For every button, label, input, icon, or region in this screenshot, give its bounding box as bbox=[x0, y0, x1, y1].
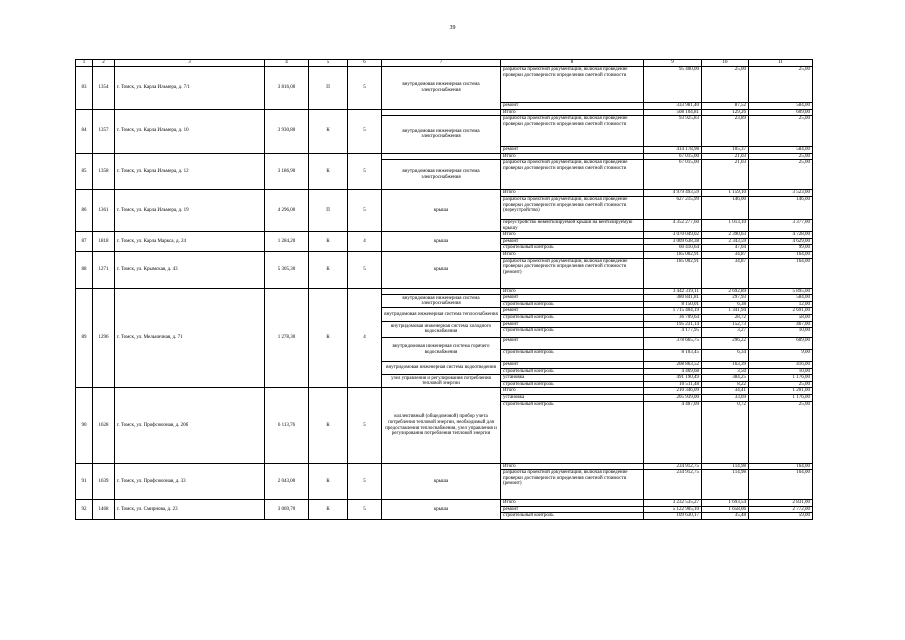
row-number-cell: 92 bbox=[76, 500, 93, 520]
max-unit-cost-cell: 164,00 bbox=[749, 258, 813, 288]
unit-cost-cell: 1 658,06 bbox=[702, 506, 749, 513]
work-type-cell: установка bbox=[501, 375, 644, 382]
category-cell: 5 bbox=[348, 109, 382, 153]
max-unit-cost-cell: 584,00 bbox=[749, 103, 813, 110]
work-type-cell: ремонт bbox=[501, 308, 644, 315]
cost-cell: 1 715 404,19 bbox=[644, 308, 702, 315]
cost-cell: 185 002,91 bbox=[644, 251, 702, 258]
cost-cell: 4 352 277,60 bbox=[644, 219, 702, 231]
max-unit-cost-cell: 1 201,00 bbox=[749, 388, 813, 395]
work-type-cell: ремонт bbox=[501, 147, 644, 154]
max-unit-cost-cell: 12,00 bbox=[749, 301, 813, 308]
category-cell: 5 bbox=[348, 153, 382, 190]
row-number-cell: 90 bbox=[76, 388, 93, 463]
max-unit-cost-cell: 4 629,00 bbox=[749, 238, 813, 245]
address-cell: г. Томск, ул. Карла Ильмера, д. 19 bbox=[115, 190, 265, 232]
max-unit-cost-cell: 164,00 bbox=[749, 251, 813, 258]
address-cell: г. Томск, ул. Карла Ильмера, д. 7/1 bbox=[115, 67, 265, 110]
table-row bbox=[76, 67, 813, 103]
work-type-cell: разработка проектной документации, включая проведение проверки достоверности определения сметной стоимости bbox=[501, 67, 644, 103]
max-unit-cost-cell: 3 523,00 bbox=[749, 190, 813, 197]
row-number-cell: 91 bbox=[76, 463, 93, 500]
work-type-cell: ремонт bbox=[501, 238, 644, 245]
house-id-cell: 1354 bbox=[93, 67, 115, 110]
unit-cost-cell: 34,87 bbox=[702, 251, 749, 258]
unit-cost-cell: 21,03 bbox=[702, 153, 749, 160]
category-cell: 5 bbox=[348, 463, 382, 500]
max-unit-cost-cell: 10,00 bbox=[749, 328, 813, 338]
cost-cell: 195 231,14 bbox=[644, 321, 702, 328]
house-id-cell: 1357 bbox=[93, 109, 115, 153]
cost-cell: 234 912,75 bbox=[644, 470, 702, 500]
cost-cell: 4 407,09 bbox=[644, 401, 702, 463]
table-row bbox=[76, 500, 813, 507]
max-unit-cost-cell: 584,00 bbox=[749, 295, 813, 302]
category-cell: 5 bbox=[348, 190, 382, 232]
work-type-cell: Итого bbox=[501, 153, 644, 160]
unit-cost-cell: 1 013,10 bbox=[702, 219, 749, 231]
header-cell: 10 bbox=[702, 60, 749, 67]
work-type-cell: строительный контроль bbox=[501, 301, 644, 308]
system-cell: узел управления и регулирования потребления тепловой энергии bbox=[382, 375, 501, 388]
area-cell: 2 043,00 bbox=[265, 463, 309, 500]
header-cell: 6 bbox=[348, 60, 382, 67]
work-type-cell: Итого bbox=[501, 500, 644, 507]
row-number-cell: 89 bbox=[76, 288, 93, 388]
max-unit-cost-cell: 59,00 bbox=[749, 513, 813, 520]
unit-cost-cell: 3,50 bbox=[702, 368, 749, 375]
max-unit-cost-cell: 1 176,00 bbox=[749, 395, 813, 402]
category-cell: 4 bbox=[348, 288, 382, 388]
unit-cost-cell: 3,27 bbox=[702, 328, 749, 338]
unit-cost-cell: 129,26 bbox=[702, 109, 749, 116]
system-cell bbox=[382, 153, 501, 160]
work-type-cell: Итого bbox=[501, 190, 644, 197]
house-id-cell: 1818 bbox=[93, 232, 115, 252]
system-cell: крыша bbox=[382, 500, 501, 520]
house-type-cell: К bbox=[309, 388, 348, 463]
unit-cost-cell: 47,04 bbox=[702, 245, 749, 252]
area-cell: 4 296,00 bbox=[265, 190, 309, 232]
max-unit-cost-cell: 10,00 bbox=[749, 368, 813, 375]
work-type-cell: ремонт bbox=[501, 321, 644, 328]
max-unit-cost-cell: 4 728,00 bbox=[749, 232, 813, 239]
work-type-cell: разработка проектной документации, включая проведение проверки достоверности определения сметной стоимости bbox=[501, 160, 644, 190]
unit-cost-cell: 297,93 bbox=[702, 295, 749, 302]
max-unit-cost-cell: 164,00 bbox=[749, 463, 813, 470]
work-type-cell: строительный контроль bbox=[501, 328, 644, 338]
work-type-cell: Итого bbox=[501, 388, 644, 395]
max-unit-cost-cell: 25,00 bbox=[749, 116, 813, 147]
cost-cell: 8 150,01 bbox=[644, 301, 702, 308]
max-unit-cost-cell: 146,00 bbox=[749, 196, 813, 219]
area-cell: 6 113,76 bbox=[265, 388, 309, 463]
system-cell bbox=[382, 288, 501, 295]
max-unit-cost-cell: 164,00 bbox=[749, 470, 813, 500]
table-row bbox=[76, 109, 813, 116]
max-unit-cost-cell: 25,00 bbox=[749, 401, 813, 463]
house-type-cell: К bbox=[309, 109, 348, 153]
work-type-cell: Итого bbox=[501, 251, 644, 258]
unit-cost-cell: 28,72 bbox=[702, 314, 749, 321]
max-unit-cost-cell: 5 895,00 bbox=[749, 288, 813, 295]
work-type-cell: Итого bbox=[501, 232, 644, 239]
category-cell: 5 bbox=[348, 251, 382, 288]
cost-cell: 234 912,75 bbox=[644, 463, 702, 470]
work-type-cell: строительный контроль bbox=[501, 381, 644, 388]
work-type-cell: ремонт bbox=[501, 103, 644, 110]
unit-cost-cell: 1 159,10 bbox=[702, 190, 749, 197]
unit-cost-cell: 23,89 bbox=[702, 116, 749, 147]
max-unit-cost-cell: 2 691,00 bbox=[749, 308, 813, 315]
cost-cell: 60 410,64 bbox=[644, 245, 702, 252]
header-cell: 4 bbox=[265, 60, 309, 67]
system-cell: крыша bbox=[382, 251, 501, 288]
unit-cost-cell: 6,38 bbox=[702, 301, 749, 308]
category-cell: 5 bbox=[348, 500, 382, 520]
work-type-cell: разработка проектной документации, включая проведение проверки достоверности определения сметной стоимости bbox=[501, 116, 644, 147]
page-number: 39 bbox=[449, 25, 456, 31]
work-type-cell: строительный контроль bbox=[501, 314, 644, 321]
unit-cost-cell: 35,48 bbox=[702, 513, 749, 520]
max-unit-cost-cell: 25,00 bbox=[749, 153, 813, 160]
cost-cell: 210 346,09 bbox=[644, 388, 702, 395]
table-row bbox=[76, 153, 813, 160]
house-id-cell: 1358 bbox=[93, 153, 115, 190]
house-type-cell: К bbox=[309, 463, 348, 500]
unit-cost-cell: 1 341,94 bbox=[702, 308, 749, 315]
table-row bbox=[76, 232, 813, 239]
max-unit-cost-cell: 2 831,00 bbox=[749, 500, 813, 507]
work-type-cell: Итого bbox=[501, 109, 644, 116]
house-id-cell: 1296 bbox=[93, 288, 115, 388]
table-row bbox=[76, 388, 813, 395]
header-cell: 11 bbox=[749, 60, 813, 67]
area-cell: 1 278,30 bbox=[265, 288, 309, 388]
system-cell: крыша bbox=[382, 190, 501, 232]
cost-cell: 8 103,45 bbox=[644, 350, 702, 362]
unit-cost-cell: 6,34 bbox=[702, 350, 749, 362]
unit-cost-cell: 2 390,63 bbox=[702, 232, 749, 239]
max-unit-cost-cell: 99,00 bbox=[749, 245, 813, 252]
table-row bbox=[76, 288, 813, 295]
header-cell: 7 bbox=[382, 60, 501, 67]
work-type-cell: Итого bbox=[501, 288, 644, 295]
cost-cell: 414 178,98 bbox=[644, 147, 702, 154]
area-cell: 3 186,90 bbox=[265, 153, 309, 190]
unit-cost-cell: 0,72 bbox=[702, 401, 749, 463]
unit-cost-cell: 163,39 bbox=[702, 362, 749, 369]
address-cell: г. Томск, ул. Мельничная, д. 71 bbox=[115, 288, 265, 388]
house-type-cell: К bbox=[309, 232, 348, 252]
cost-cell: 3 442 319,11 bbox=[644, 288, 702, 295]
system-cell: внутридомовая инженерная система электроснабжения bbox=[382, 67, 501, 110]
header-cell: 3 bbox=[115, 60, 265, 67]
address-cell: г. Томск, ул. Крымская, д. 43 bbox=[115, 251, 265, 288]
max-unit-cost-cell: 1 176,00 bbox=[749, 375, 813, 382]
max-unit-cost-cell: 25,00 bbox=[749, 67, 813, 103]
work-type-cell: Итого bbox=[501, 463, 644, 470]
max-unit-cost-cell: 58,00 bbox=[749, 314, 813, 321]
work-type-cell: ремонт bbox=[501, 506, 644, 513]
cost-cell: 4 979 493,59 bbox=[644, 190, 702, 197]
work-type-cell: ремонт bbox=[501, 362, 644, 369]
system-cell: внутридомовая инженерная система горячего водоснабжения bbox=[382, 338, 501, 362]
system-cell: внутридомовая инженерная система водоотведения bbox=[382, 362, 501, 375]
row-number-cell: 86 bbox=[76, 190, 93, 232]
cost-cell: 508 104,81 bbox=[644, 109, 702, 116]
row-number-cell: 87 bbox=[76, 232, 93, 252]
max-unit-cost-cell: 2 772,00 bbox=[749, 506, 813, 513]
unit-cost-cell: 34,87 bbox=[702, 258, 749, 288]
cost-cell: 10 511,48 bbox=[644, 381, 702, 388]
system-cell: внутридомовая инженерная система электроснабжения bbox=[382, 295, 501, 308]
header-cell: 1 bbox=[76, 60, 93, 67]
category-cell: 5 bbox=[348, 67, 382, 110]
unit-cost-cell: 34,41 bbox=[702, 388, 749, 395]
work-type-cell: ремонт bbox=[501, 338, 644, 350]
cost-cell: 380 841,81 bbox=[644, 295, 702, 302]
work-type-cell: строительный контроль bbox=[501, 350, 644, 362]
max-unit-cost-cell: 25,00 bbox=[749, 160, 813, 190]
row-number-cell: 83 bbox=[76, 67, 93, 110]
category-cell: 4 bbox=[348, 232, 382, 252]
house-id-cell: 1468 bbox=[93, 500, 115, 520]
system-cell: внутридомовая инженерная система электроснабжения bbox=[382, 160, 501, 190]
cost-cell: 627 215,99 bbox=[644, 196, 702, 219]
area-cell: 3 069,70 bbox=[265, 500, 309, 520]
house-id-cell: 1628 bbox=[93, 388, 115, 463]
area-cell: 1 284,20 bbox=[265, 232, 309, 252]
cost-cell: 491 190,49 bbox=[644, 375, 702, 382]
unit-cost-cell: 2 343,59 bbox=[702, 238, 749, 245]
house-id-cell: 1639 bbox=[93, 463, 115, 500]
address-cell: г. Томск, ул. Профсоюзная, д. 33 bbox=[115, 463, 265, 500]
unit-cost-cell: 152,73 bbox=[702, 321, 749, 328]
table-body bbox=[76, 60, 813, 520]
area-cell: 3 930,80 bbox=[265, 109, 309, 153]
area-cell: 3 816,00 bbox=[265, 67, 309, 110]
cost-cell: 333 981,40 bbox=[644, 103, 702, 110]
system-cell: крыша bbox=[382, 463, 501, 500]
cost-cell: 205 939,00 bbox=[644, 395, 702, 402]
cost-cell: 4 469,68 bbox=[644, 368, 702, 375]
table-row bbox=[76, 190, 813, 197]
unit-cost-cell: 8,22 bbox=[702, 381, 749, 388]
unit-cost-cell: 296,22 bbox=[702, 338, 749, 350]
unit-cost-cell: 2 692,89 bbox=[702, 288, 749, 295]
cost-cell: 378 665,75 bbox=[644, 338, 702, 350]
work-type-cell: разработка проектной документации, включая проведение проверки достоверности определения сметной стоимости (ремонт) bbox=[501, 258, 644, 288]
address-cell: г. Томск, ул. Карла Ильмера, д. 10 bbox=[115, 109, 265, 153]
max-unit-cost-cell: 25,00 bbox=[749, 381, 813, 388]
unit-cost-cell: 1 693,54 bbox=[702, 500, 749, 507]
unit-cost-cell: 146,00 bbox=[702, 196, 749, 219]
work-type-cell: строительный контроль bbox=[501, 401, 644, 463]
house-id-cell: 1361 bbox=[93, 190, 115, 232]
system-cell: внутридомовая инженерная система холодного водоснабжения bbox=[382, 321, 501, 338]
area-cell: 5 305,30 bbox=[265, 251, 309, 288]
cost-cell: 3 070 049,02 bbox=[644, 232, 702, 239]
address-cell: г. Томск, ул. Карла Ильмера, д. 12 bbox=[115, 153, 265, 190]
work-type-cell: ремонт bbox=[501, 295, 644, 302]
header-cell: 5 bbox=[309, 60, 348, 67]
cost-cell: 67 015,00 bbox=[644, 153, 702, 160]
house-type-cell: П bbox=[309, 190, 348, 232]
system-cell: крыша bbox=[382, 232, 501, 252]
category-cell: 5 bbox=[348, 388, 382, 463]
house-id-cell: 1271 bbox=[93, 251, 115, 288]
address-cell: г. Томск, ул. Карла Маркса, д. 24 bbox=[115, 232, 265, 252]
unit-cost-cell: 114,98 bbox=[702, 463, 749, 470]
cost-cell: 36 709,64 bbox=[644, 314, 702, 321]
cost-cell: 4 177,95 bbox=[644, 328, 702, 338]
cost-cell: 185 002,91 bbox=[644, 258, 702, 288]
work-type-cell: разработка проектной документации, включая проведение проверки достоверности определения сметной стоимости (ремонт) bbox=[501, 470, 644, 500]
cost-cell: 67 015,00 bbox=[644, 160, 702, 190]
header-cell: 2 bbox=[93, 60, 115, 67]
work-type-cell: установка bbox=[501, 395, 644, 402]
unit-cost-cell: 25,00 bbox=[702, 67, 749, 103]
max-unit-cost-cell: 609,00 bbox=[749, 338, 813, 350]
work-type-cell: строительный контроль bbox=[501, 245, 644, 252]
repair-program-table bbox=[75, 59, 813, 520]
unit-cost-cell: 114,98 bbox=[702, 470, 749, 500]
header-row bbox=[76, 60, 813, 67]
house-type-cell: П bbox=[309, 67, 348, 110]
unit-cost-cell: 21,03 bbox=[702, 160, 749, 190]
unit-cost-cell: 33,69 bbox=[702, 395, 749, 402]
table-row bbox=[76, 463, 813, 470]
header-cell: 8 bbox=[501, 60, 644, 67]
header-cell: 9 bbox=[644, 60, 702, 67]
house-type-cell: К bbox=[309, 500, 348, 520]
address-cell: г. Томск, ул. Профсоюзная, д. 20б bbox=[115, 388, 265, 463]
row-number-cell: 88 bbox=[76, 251, 93, 288]
max-unit-cost-cell: 609,00 bbox=[749, 109, 813, 116]
system-cell: внутридомовая инженерная система электроснабжения bbox=[382, 116, 501, 154]
cost-cell: 5 122 905,10 bbox=[644, 506, 702, 513]
cost-cell: 93 925,83 bbox=[644, 116, 702, 147]
max-unit-cost-cell: 584,00 bbox=[749, 147, 813, 154]
cost-cell: 3 232 535,27 bbox=[644, 500, 702, 507]
cost-cell: 95 400,00 bbox=[644, 67, 702, 103]
work-type-cell: разработка проектной документации, включая проведение проверки достоверности определения сметной стоимости (переустройство) bbox=[501, 196, 644, 219]
max-unit-cost-cell: 3 377,00 bbox=[749, 219, 813, 231]
cost-cell: 109 630,17 bbox=[644, 513, 702, 520]
house-type-cell: К bbox=[309, 251, 348, 288]
system-cell: коллективный (общедомовой) прибор учета потребления тепловой энергии, необходимый для предоставления теплоснабжения, узел управления и регулирования потребления тепловой энергии bbox=[382, 388, 501, 463]
system-cell: внутридомовая инженерная система теплоснабжения bbox=[382, 308, 501, 321]
unit-cost-cell: 105,37 bbox=[702, 147, 749, 154]
unit-cost-cell: 384,25 bbox=[702, 375, 749, 382]
cost-cell: 208 863,52 bbox=[644, 362, 702, 369]
system-cell bbox=[382, 109, 501, 116]
row-number-cell: 84 bbox=[76, 109, 93, 153]
address-cell: г. Томск, ул. Смирнова, д. 23 bbox=[115, 500, 265, 520]
max-unit-cost-cell: 416,00 bbox=[749, 362, 813, 369]
table-row bbox=[76, 251, 813, 258]
work-type-cell: переустройство невентилируемой крыши на вентилируемую крышу bbox=[501, 219, 644, 231]
work-type-cell: строительный контроль bbox=[501, 513, 644, 520]
unit-cost-cell: 87,52 bbox=[702, 103, 749, 110]
max-unit-cost-cell: 9,00 bbox=[749, 350, 813, 362]
house-type-cell: К bbox=[309, 153, 348, 190]
max-unit-cost-cell: 467,00 bbox=[749, 321, 813, 328]
house-type-cell: К bbox=[309, 288, 348, 388]
cost-cell: 3 009 638,38 bbox=[644, 238, 702, 245]
row-number-cell: 85 bbox=[76, 153, 93, 190]
work-type-cell: строительный контроль bbox=[501, 368, 644, 375]
